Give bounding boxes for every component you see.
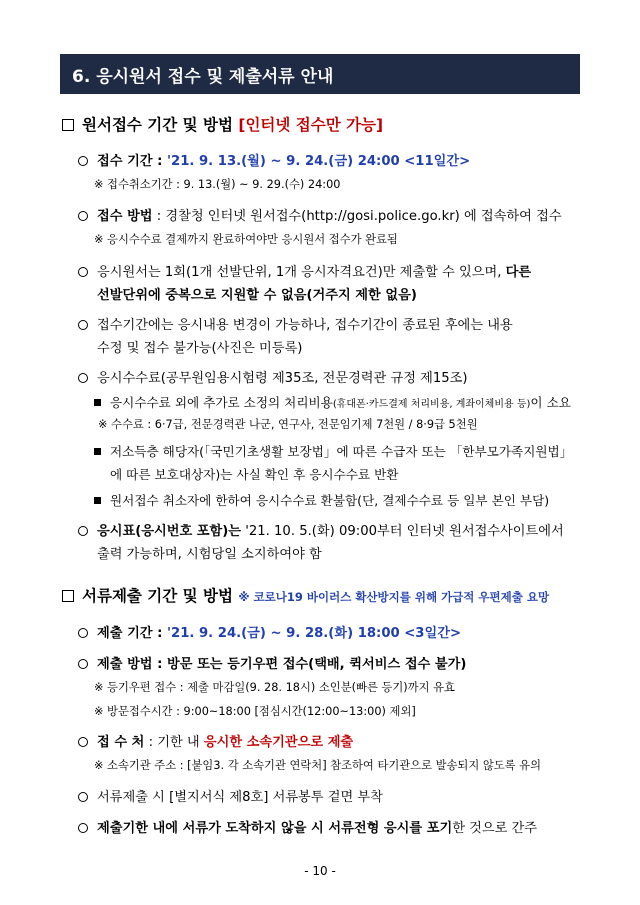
- label: 접 수 처: [97, 735, 145, 750]
- text-bold: 다른: [505, 265, 532, 280]
- reception: [78, 731, 353, 750]
- heading-documents-text: 서류제출 기간 및 방법: [82, 587, 233, 605]
- circle-bullet-icon: [78, 320, 88, 330]
- heading-application-note: [인터넷 접수만 가능]: [238, 116, 384, 134]
- text: 이 소요: [530, 395, 571, 410]
- content-change-cont: 수정 및 접수 불가능(사진은 미등록): [97, 341, 303, 356]
- text: 원서접수 취소자에 한하여 응시수수료 환불함(단, 결제수수료 등 일부 본인 부담): [110, 493, 550, 508]
- single-application: [78, 261, 531, 280]
- fee: [78, 367, 468, 386]
- text-small: (휴대폰·카드결제 처리비용, 계좌이체비용 등): [332, 399, 531, 410]
- admission-ticket-cont: 출력 가능하며, 시험당일 소지하여야 함: [97, 547, 322, 562]
- heading-application: [62, 113, 383, 135]
- checkbox-square-icon: [62, 590, 74, 602]
- text-bold: 제출기한 내에 서류가 도착하지 않을 시 서류전형 응시를 포기: [97, 821, 453, 836]
- registered-mail-note: ※ 등기우편 접수 : 제출 마감일(9. 28. 18시) 소인분(빠른 등기)까지 유효: [94, 681, 455, 694]
- circle-bullet-icon: [78, 211, 88, 221]
- content-change: [78, 314, 513, 333]
- label: 응시표(응시번호 포함)는: [97, 524, 242, 539]
- label: 접수 기간 :: [97, 154, 163, 169]
- submission-period: [78, 622, 461, 641]
- page-number: - 10 -: [304, 864, 336, 878]
- visit-time-note: ※ 방문접수시간 : 9:00~18:00 [점심시간(12:00~13:00) 제외]: [94, 705, 416, 718]
- heading-documents: [62, 584, 549, 606]
- checkbox-square-icon: [62, 119, 74, 131]
- square-bullet-icon: [94, 448, 101, 455]
- single-application-cont: 선발단위에 중복으로 지원할 수 없음(거주지 제한 없음): [97, 288, 417, 303]
- cancel-period-note: ※ 접수취소기간 : 9. 13.(월) ~ 9. 29.(수) 24:00: [94, 178, 341, 191]
- text: : 기한 내: [148, 735, 200, 750]
- application-method: [78, 205, 562, 224]
- admission-ticket: [78, 520, 564, 539]
- heading-application-text: 원서접수 기간 및 방법: [82, 116, 233, 134]
- label: 접수 방법: [97, 209, 153, 224]
- refund: [94, 490, 549, 509]
- section-title: 6. 응시원서 접수 및 제출서류 안내: [60, 54, 580, 94]
- text: : 경찰청 인터넷 원서접수(http://gosi.police.go.kr) 에 접속하여 접수: [156, 209, 562, 224]
- application-period-value: '21. 9. 13.(월) ~ 9. 24.(금) 24:00 <11일간>: [167, 154, 471, 169]
- application-period: [78, 150, 470, 169]
- label: 제출 기간 :: [97, 626, 163, 641]
- heading-documents-note: ※ 코로나19 바이러스 확산방지를 위해 가급적 우편제출 요망: [238, 590, 550, 604]
- agency-address-note: ※ 소속기관 주소 : [붙임3. 각 소속기관 연락처] 참조하여 타기관으로 발송되지 않도록 유의: [94, 759, 541, 772]
- fee-extra: [94, 392, 571, 411]
- text: '21. 10. 5.(화) 09:00부터 인터넷 원서접수사이트에서: [245, 524, 564, 539]
- text: 접수기간에는 응시내용 변경이 가능하나, 접수기간이 종료된 후에는 내용: [97, 318, 513, 333]
- text: 제출 방법 : 방문 또는 등기우편 접수(택배, 퀵서비스 접수 불가): [97, 657, 467, 672]
- text: 서류제출 시 [별지서식 제8호] 서류봉투 겉면 부착: [97, 790, 383, 805]
- submission-period-value: '21. 9. 24.(금) ~ 9. 28.(화) 18:00 <3일간>: [167, 626, 462, 641]
- text: 응시수수료 외에 추가로 소정의 처리비용: [110, 395, 333, 410]
- square-bullet-icon: [94, 399, 101, 406]
- text-red: 응시한 소속기관으로 제출: [203, 735, 354, 750]
- circle-bullet-icon: [78, 373, 88, 383]
- envelope: [78, 786, 383, 805]
- low-income-cont: 에 따른 보호대상자)는 사실 확인 후 응시수수료 반환: [110, 467, 399, 482]
- circle-bullet-icon: [78, 526, 88, 536]
- circle-bullet-icon: [78, 267, 88, 277]
- square-bullet-icon: [94, 497, 101, 504]
- deadline: [78, 817, 537, 836]
- text: 저소득층 해당자(「국민기초생활 보장법」에 따른 수급자 또는 「한부모가족지원법」: [110, 444, 573, 459]
- fee-amount-note: ※ 수수료 : 6·7급, 전문경력관 나군, 연구사, 전문임기제 7천원 / 8·9급 5천원: [98, 418, 478, 431]
- circle-bullet-icon: [78, 628, 88, 638]
- circle-bullet-icon: [78, 156, 88, 166]
- circle-bullet-icon: [78, 792, 88, 802]
- circle-bullet-icon: [78, 823, 88, 833]
- circle-bullet-icon: [78, 659, 88, 669]
- text: 응시수수료(공무원임용시험령 제35조, 전문경력관 규정 제15조): [97, 371, 468, 386]
- text: 응시원서는 1회(1개 선발단위, 1개 응시자격요건)만 제출할 수 있으며,: [97, 265, 502, 280]
- text: 한 것으로 간주: [452, 821, 538, 836]
- circle-bullet-icon: [78, 737, 88, 747]
- fee-note: ※ 응시수수료 결제까지 완료하여야만 응시원서 접수가 완료됨: [94, 233, 398, 246]
- submission-method: [78, 653, 466, 672]
- low-income: [94, 441, 572, 460]
